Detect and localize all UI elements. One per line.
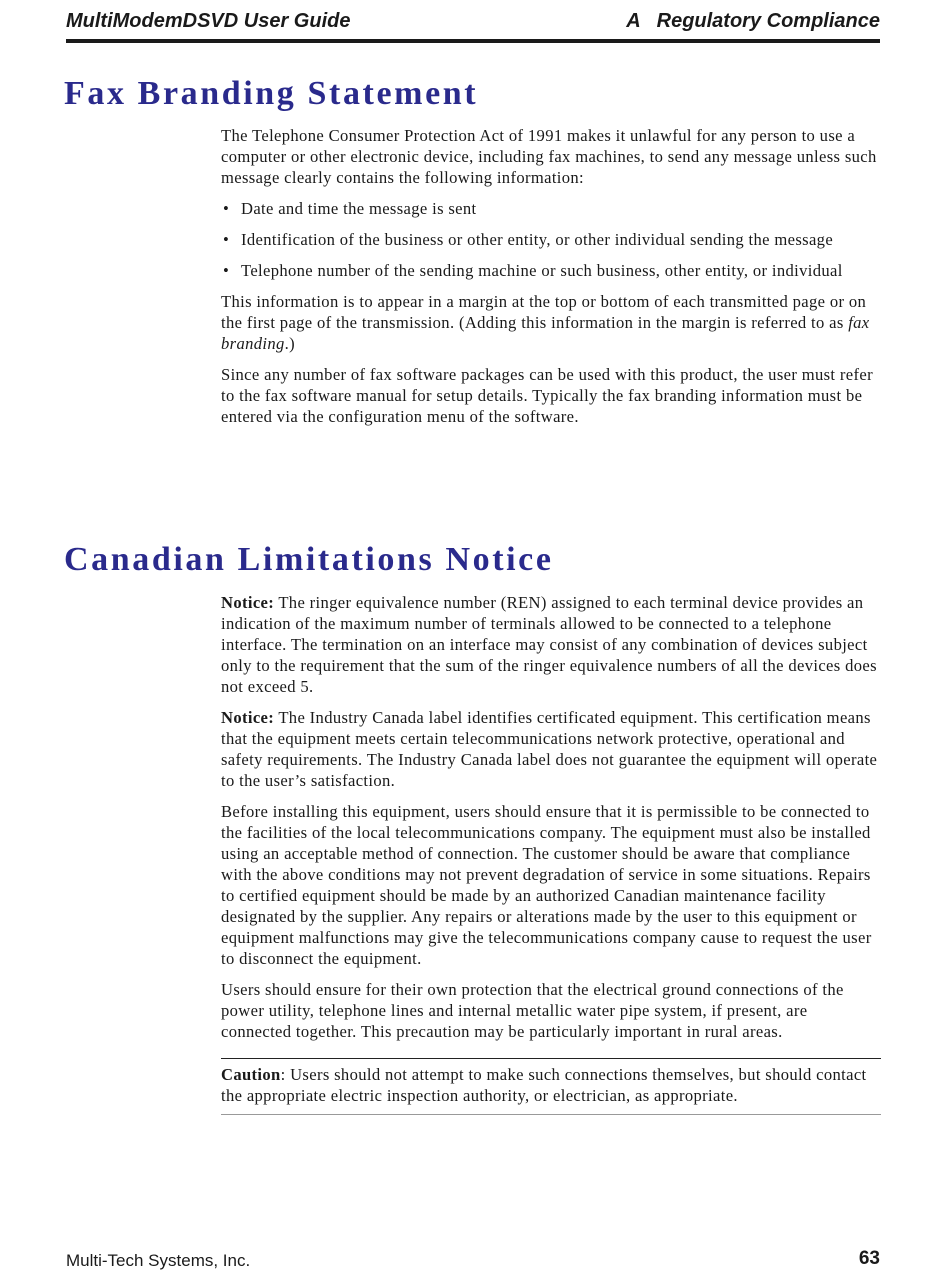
fax-required-info-list — [221, 198, 881, 281]
list-item-text: Date and time the message is sent — [241, 199, 477, 218]
bullet-icon: • — [223, 199, 230, 218]
canadian-limitations-heading: Canadian Limitations Notice — [64, 541, 554, 578]
bullet-icon: • — [223, 261, 230, 280]
list-item — [221, 260, 881, 281]
margin-text: This information is to appear in a margin at the top or bottom of each transmitted page or on the first page of the transmission. (Adding this information in the margin is referred to as — [221, 292, 867, 332]
ground-paragraph: Users should ensure for their own protection that the electrical ground connections of the power utility, telephone lines and internal metallic water pipe system, if present, are connected together. This precaution may be particularly important in rural areas. — [221, 980, 844, 1041]
notice-label-paragraph — [221, 707, 881, 791]
notice-label: Notice: — [221, 593, 275, 612]
chapter-title: A Regulatory Compliance — [626, 10, 880, 32]
list-item-text: Identification of the business or other entity, or other individual sending the message — [241, 230, 834, 249]
company-name: Multi-Tech Systems, Inc. — [66, 1251, 251, 1270]
fax-branding-section — [221, 125, 881, 437]
caution-text: : Users should not attempt to make such connections themselves, but should contact the appropriate electric inspection authority, or electrician, as appropriate. — [221, 1065, 867, 1105]
caution-label: Caution — [221, 1065, 281, 1084]
list-item — [221, 198, 881, 219]
canadian-limitations-section — [221, 592, 881, 1115]
document-title: MultiModemDSVD User Guide — [66, 10, 351, 32]
caution-box — [221, 1058, 881, 1115]
margin-text-end: .) — [284, 334, 296, 353]
fax-margin-paragraph — [221, 291, 881, 354]
fax-branding-term: fax branding — [221, 313, 870, 353]
list-item-text: Telephone number of the sending machine or such business, other entity, or individual — [241, 261, 843, 280]
fax-intro-paragraph: The Telephone Consumer Protection Act of 1991 makes it unlawful for any person to use a computer or other electronic device, including fax machines, to send any message unless such message clearly contains the following information: — [221, 126, 877, 187]
bullet-icon: • — [223, 230, 230, 249]
notice-text: The ringer equivalence number (REN) assigned to each terminal device provides an indication of the maximum number of terminals allowed to be connected to a telephone interface. The termination on an interface may consist of any combination of devices subject only to the requirement that the sum of the ringer equivalence numbers of all the devices does not exceed 5. — [221, 593, 877, 696]
notice-ren-paragraph — [221, 592, 881, 697]
page-number: 63 — [858, 1248, 880, 1269]
notice-label: Notice: — [221, 708, 275, 727]
notice-text: The Industry Canada label identifies certificated equipment. This certification means that the equipment meets certain telecommunications network protective, operational and safety requirements. The Industry Canada label does not guarantee the equipment will operate to the user’s satisfaction. — [221, 708, 878, 790]
fax-branding-heading: Fax Branding Statement — [64, 75, 479, 112]
page-header — [66, 8, 880, 43]
list-item — [221, 229, 881, 250]
fax-software-paragraph: Since any number of fax software packages can be used with this product, the user must refer to the fax software manual for setup details. Typically the fax branding information must be entered via the configuration menu of the software. — [221, 365, 873, 426]
installing-paragraph: Before installing this equipment, users should ensure that it is permissible to be connected to the facilities of the local telecommunications company. The equipment must also be installed using an acceptable method of connection. The customer should be aware that compliance with the above conditions may not prevent degradation of service in some situations. Repairs to certified equipment should be made by an authorized Canadian maintenance facility designated by the supplier. Any repairs or alterations made by the user to this equipment or equipment malfunctions may give the telecommunications company cause to request the user to disconnect the equipment. — [221, 802, 872, 968]
